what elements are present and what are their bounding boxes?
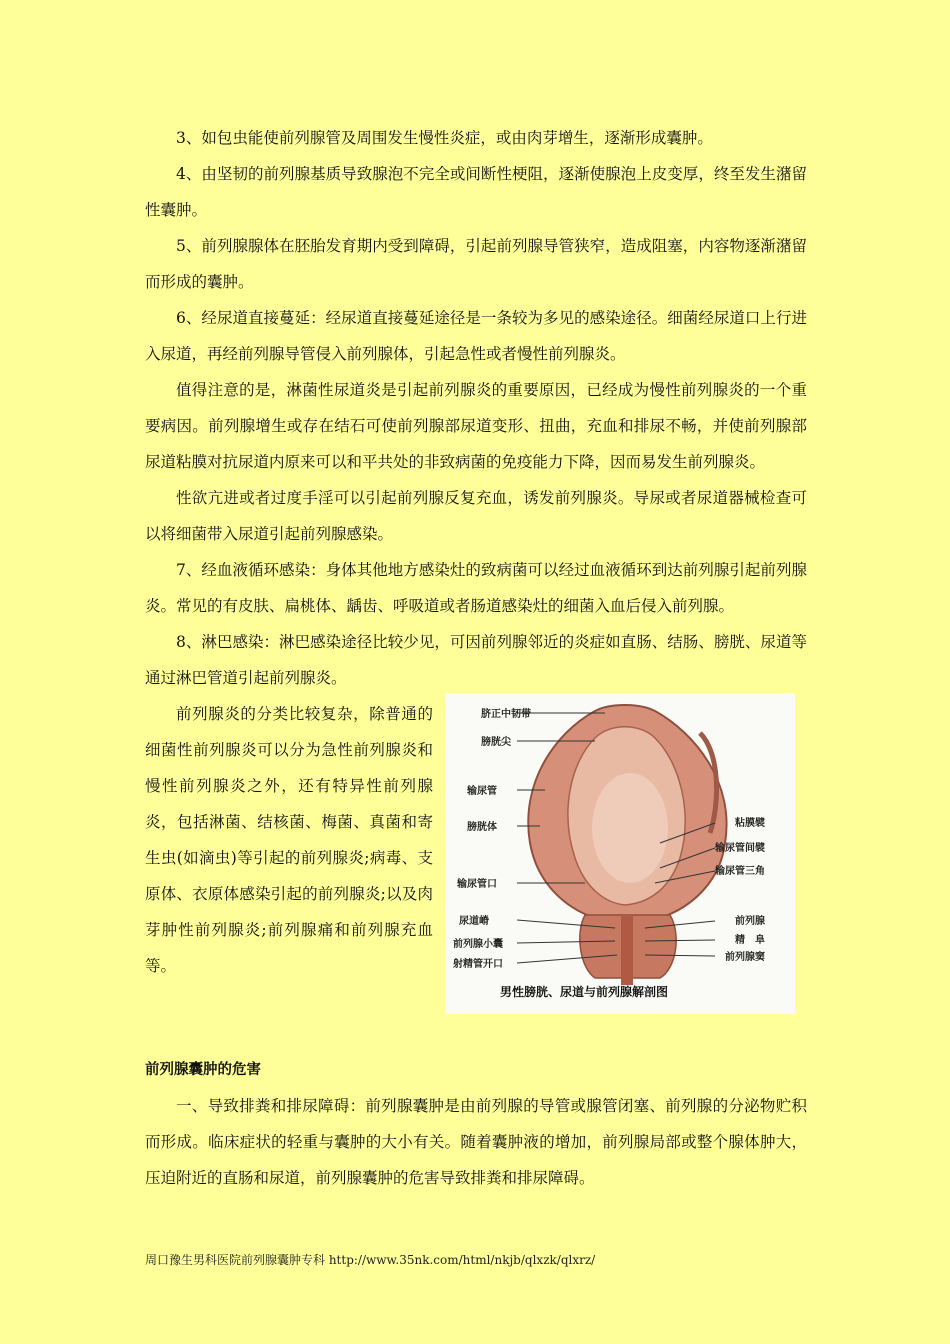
paragraph: 5、前列腺腺体在胚胎发育期内受到障碍，引起前列腺导管狭窄，造成阻塞，内容物逐渐潴留而形成的囊肿。 bbox=[145, 237, 807, 291]
paragraph: 4、由坚韧的前列腺基质导致腺泡不完全或间断性梗阻，逐渐使腺泡上皮变厚，终至发生潴留性囊肿。 bbox=[145, 165, 807, 219]
section-title: 前列腺囊肿的危害 bbox=[145, 1062, 261, 1078]
figure-labels-left bbox=[453, 707, 531, 970]
paragraph: 8、淋巴感染：淋巴感染途径比较少见，可因前列腺邻近的炎症如直肠、结肠、膀胱、尿道等通过淋巴管道引起前列腺炎。 bbox=[145, 633, 807, 687]
figure-label: 输尿管三角 bbox=[715, 866, 765, 877]
bladder-anatomy-illustration bbox=[445, 693, 795, 1014]
document-body bbox=[145, 120, 807, 1187]
footer-link-text: 周口豫生男科医院前列腺囊肿专科 http://www.35nk.com/html/nkjb/qlxzk/qlxrz/ bbox=[145, 1253, 596, 1267]
figure-label: 膀胱体 bbox=[467, 822, 497, 833]
figure-label: 脐正中韧带 bbox=[481, 709, 531, 720]
wrapped-column bbox=[145, 696, 433, 984]
paragraph: 一、导致排粪和排尿障碍：前列腺囊肿是由前列腺的导管或腺管闭塞、前列腺的分泌物贮积而形成。临床症状的轻重与囊肿的大小有关。随着囊肿液的增加，前列腺局部或整个腺体肿大，压迫附近的直肠和尿道，前列腺囊肿的危害导致排粪和排尿障碍。 bbox=[145, 1097, 807, 1187]
anatomy-figure bbox=[445, 693, 795, 1014]
figure-label: 尿道嵴 bbox=[459, 916, 489, 927]
paragraph: 值得注意的是，淋菌性尿道炎是引起前列腺炎的重要原因，已经成为慢性前列腺炎的一个重要病因。前列腺增生或存在结石可使前列腺部尿道变形、扭曲，充血和排尿不畅，并使前列腺部尿道粘膜对抗尿道内原来可以和平共处的非致病菌的免疫能力下降，因而易发生前列腺炎。 bbox=[145, 381, 807, 471]
figure-label: 射精管开口 bbox=[453, 959, 503, 970]
main-text bbox=[145, 120, 807, 1187]
figure-label: 前列腺窦 bbox=[725, 952, 765, 963]
figure-label: 输尿管口 bbox=[457, 879, 497, 890]
figure-label: 前列腺 bbox=[735, 916, 765, 927]
figure-label: 粘膜襞 bbox=[735, 818, 765, 829]
figure-label: 输尿管 bbox=[467, 786, 497, 797]
figure-label: 前列腺小囊 bbox=[453, 939, 503, 950]
paragraph: 6、经尿道直接蔓延：经尿道直接蔓延途径是一条较为多见的感染途径。细菌经尿道口上行进入尿道，再经前列腺导管侵入前列腺体，引起急性或者慢性前列腺炎。 bbox=[145, 309, 807, 363]
figure-caption: 男性膀胱、尿道与前列腺解剖图 bbox=[500, 985, 669, 999]
figure-label: 输尿管间襞 bbox=[715, 843, 765, 854]
paragraph: 前列腺炎的分类比较复杂，除普通的细菌性前列腺炎可以分为急性前列腺炎和慢性前列腺炎之外，还有特异性前列腺炎，包括淋菌、结核菌、梅菌、真菌和寄生虫(如滴虫)等引起的前列腺炎;病毒、支原体、衣原体感染引起的前列腺炎;以及肉芽肿性前列腺炎;前列腺痛和前列腺充血等。 bbox=[145, 705, 433, 975]
paragraph: 3、如包虫能使前列腺管及周围发生慢性炎症，或由肉芽增生，逐渐形成囊肿。 bbox=[176, 129, 713, 147]
paragraph: 7、经血液循环感染：身体其他地方感染灶的致病菌可以经过血液循环到达前列腺引起前列腺炎。常见的有皮肤、扁桃体、龋齿、呼吸道或者肠道感染灶的细菌入血后侵入前列腺。 bbox=[145, 561, 807, 615]
figure-label: 精 阜 bbox=[735, 935, 765, 946]
paragraph: 性欲亢进或者过度手淫可以引起前列腺反复充血，诱发前列腺炎。导尿或者尿道器械检查可以将细菌带入尿道引起前列腺感染。 bbox=[145, 489, 807, 543]
section-body bbox=[145, 1088, 807, 1196]
figure-label: 膀胱尖 bbox=[481, 737, 511, 748]
